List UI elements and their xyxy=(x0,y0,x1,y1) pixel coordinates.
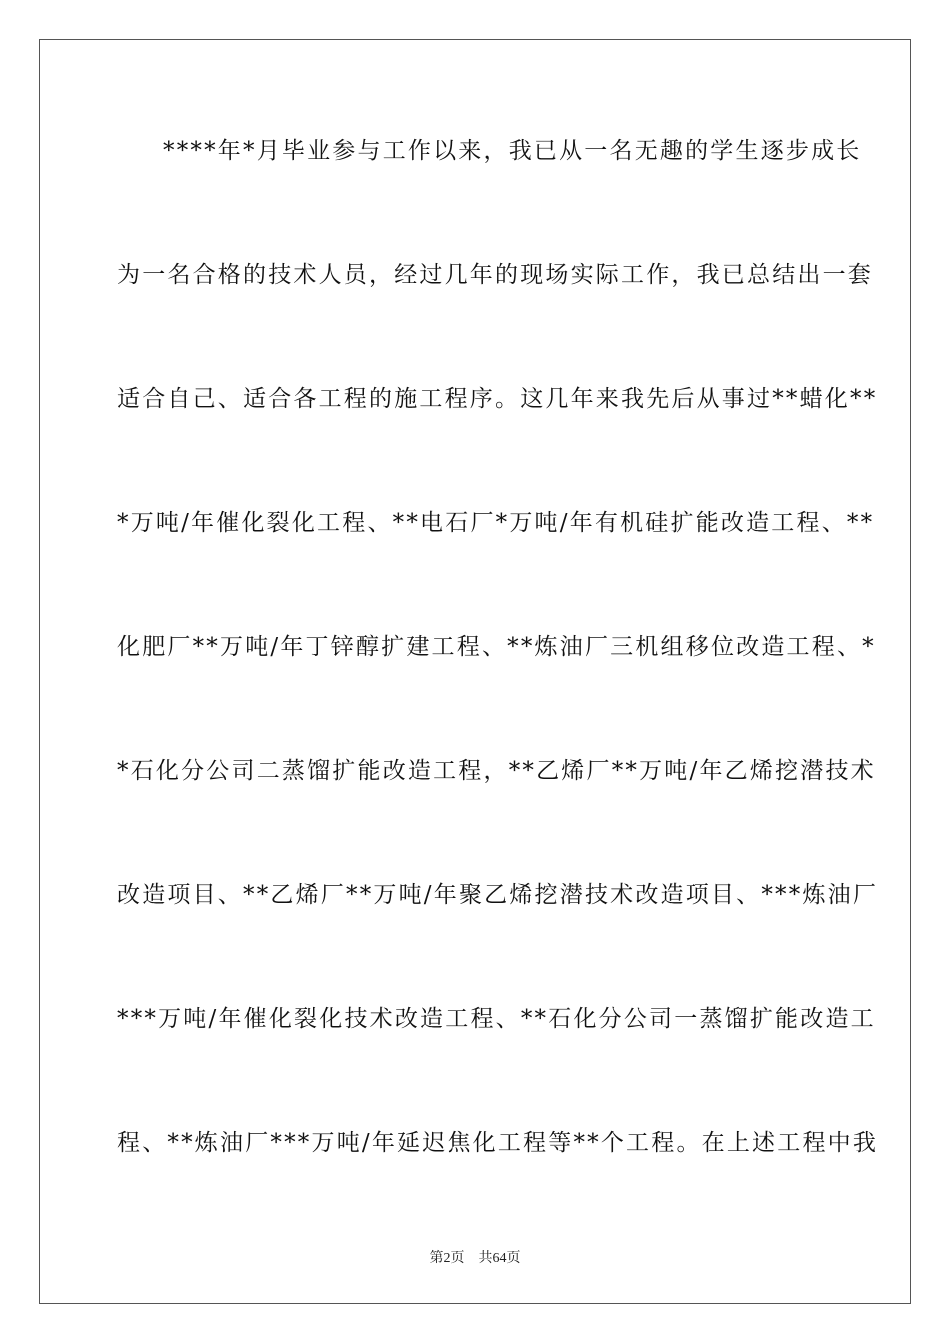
text-line: 改造项目、**乙烯厂**万吨/年聚乙烯挖潜技术改造项目、***炼油厂 xyxy=(117,882,879,908)
text-line: 化肥厂**万吨/年丁锌醇扩建工程、**炼油厂三机组移位改造工程、* xyxy=(117,634,876,660)
page-number-footer: 第2页 共64页 xyxy=(429,1251,521,1266)
text-line: *万吨/年催化裂化工程、**电石厂*万吨/年有机硅扩能改造工程、** xyxy=(117,510,875,536)
text-line: 为一名合格的技术人员，经过几年的现场实际工作，我已总结出一套 xyxy=(117,262,873,288)
text-line: ***万吨/年催化裂化技术改造工程、**石化分公司一蒸馏扩能改造工 xyxy=(117,1006,876,1032)
text-line: 适合自己、适合各工程的施工程序。这几年来我先后从事过**蜡化** xyxy=(117,386,878,412)
text-line: *石化分公司二蒸馏扩能改造工程，**乙烯厂**万吨/年乙烯挖潜技术 xyxy=(117,758,876,784)
text-line: 程、**炼油厂***万吨/年延迟焦化工程等**个工程。在上述工程中我 xyxy=(117,1130,879,1156)
text-line: ****年*月毕业参与工作以来，我已从一名无趣的学生逐步成长 xyxy=(163,138,862,164)
page-border xyxy=(39,39,911,1304)
